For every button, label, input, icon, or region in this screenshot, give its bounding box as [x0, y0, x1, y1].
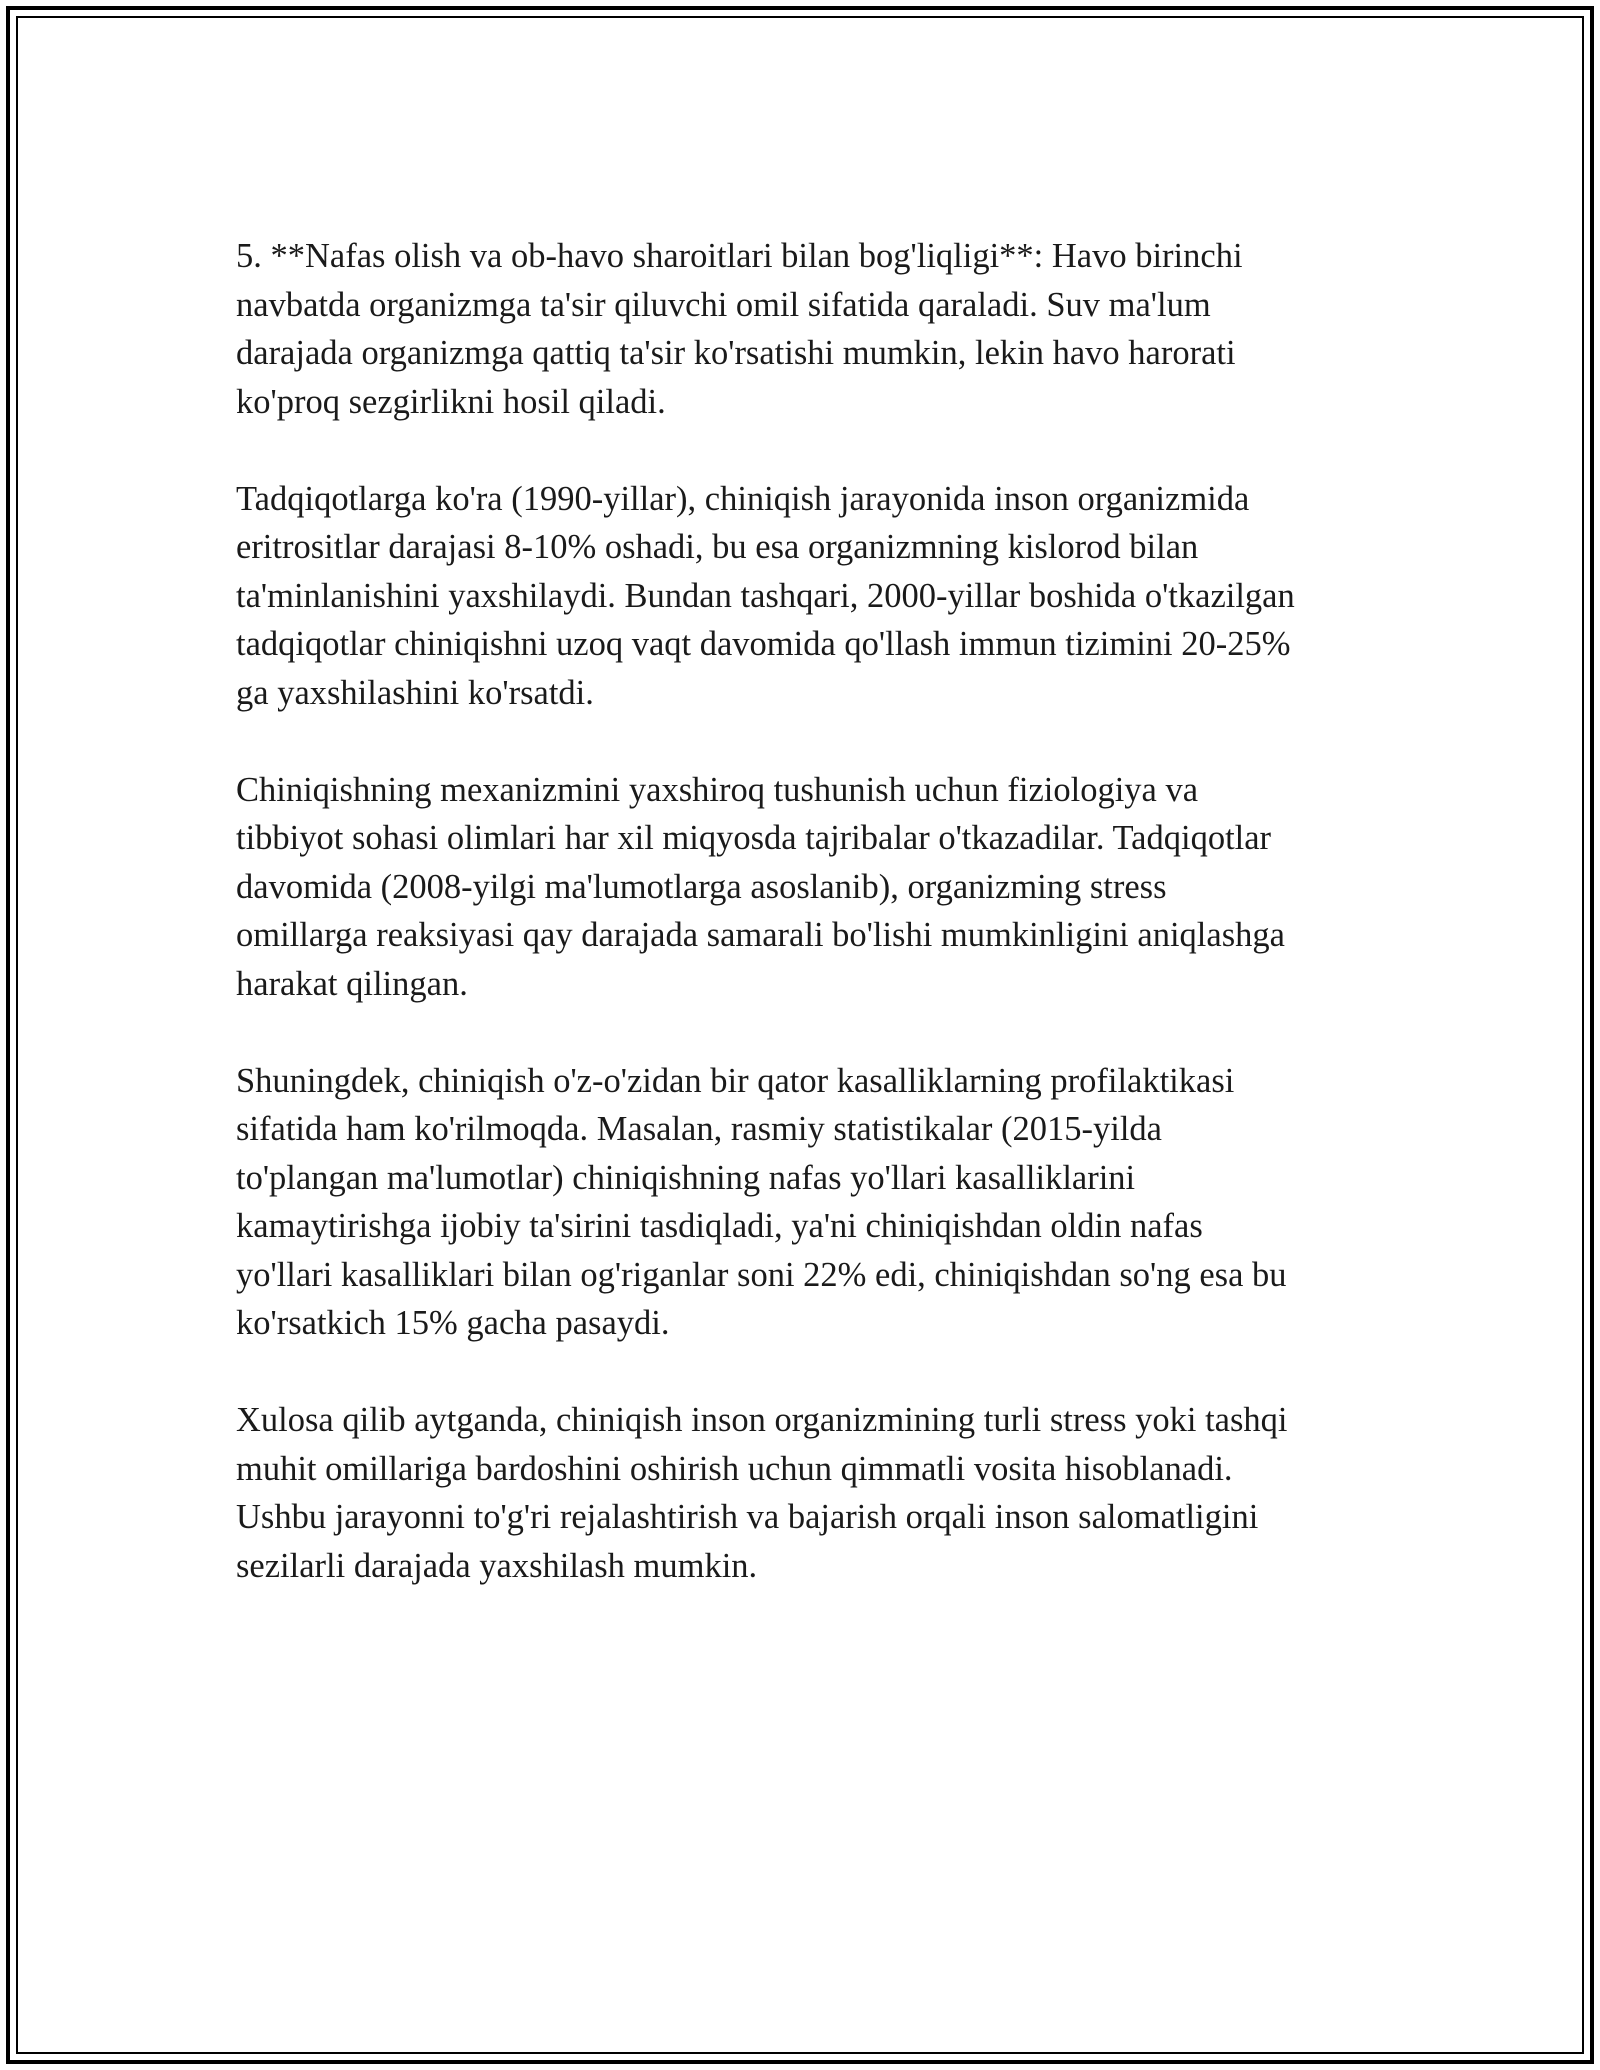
text-line: ko'proq sezgirlikni hosil qiladi.	[236, 382, 666, 421]
text-line: tadqiqotlar chiniqishni uzoq vaqt davomida qo'llash immun tizimini 20-25%	[236, 625, 1291, 663]
text-line: Tadqiqotlarga ko'ra (1990-yillar), chiniqish jarayonida inson organizmida	[236, 479, 1250, 518]
text-line: ko'rsatkich 15% gacha pasaydi.	[236, 1304, 670, 1342]
text-line: Shuningdek, chiniqish o'z-o'zidan bir qator kasalliklarning profilaktikasi	[236, 1061, 1235, 1100]
paragraph-mechanism	[236, 766, 1366, 1009]
text-line: davomida (2008-yilgi ma'lumotlarga asoslanib), organizming stress	[236, 867, 1167, 906]
text-line: harakat qilingan.	[236, 964, 468, 1003]
text-line: eritrositlar darajasi 8-10% oshadi, bu esa organizmning kislorod bilan	[236, 528, 1199, 566]
paragraph-conclusion	[236, 1396, 1366, 1590]
paragraph-research-1990s	[236, 475, 1366, 718]
text-line: omillarga reaksiyasi qay darajada samarali bo'lishi mumkinligini aniqlashga	[236, 916, 1285, 954]
text-line: tibbiyot sohasi olimlari har xil miqyosda tajribalar o'tkazadilar. Tadqiqotlar	[236, 819, 1272, 857]
text-line: Xulosa qilib aytganda, chiniqish inson organizmining turli stress yoki tashqi	[236, 1401, 1288, 1439]
document-body	[236, 232, 1366, 1639]
text-line: sifatida ham ko'rilmoqda. Masalan, rasmiy statistikalar (2015-yilda	[236, 1110, 1162, 1148]
text-line: Ushbu jarayonni to'g'ri rejalashtirish va bajarish orqali inson salomatligini	[236, 1498, 1259, 1536]
text-line: sezilarli darajada yaxshilash mumkin.	[236, 1546, 758, 1585]
text-line: Chiniqishning mexanizmini yaxshiroq tushunish uchun fiziologiya va	[236, 770, 1199, 809]
paragraph-prevention	[236, 1057, 1366, 1348]
text-line: yo'llari kasalliklari bilan og'riganlar soni 22% edi, chiniqishdan so'ng esa bu	[236, 1255, 1287, 1294]
text-line: navbatda organizmga ta'sir qiluvchi omil sifatida qaraladi. Suv ma'lum	[236, 285, 1211, 324]
text-line: kamaytirishga ijobiy ta'sirini tasdiqladi, ya'ni chiniqishdan oldin nafas	[236, 1207, 1203, 1245]
text-line: to'plangan ma'lumotlar) chiniqishning nafas yo'llari kasalliklarini	[236, 1158, 1136, 1197]
text-line: darajada organizmga qattiq ta'sir ko'rsatishi mumkin, lekin havo harorati	[236, 334, 1236, 372]
paragraph-breathing-weather	[236, 232, 1366, 426]
text-line: ta'minlanishini yaxshilaydi. Bundan tashqari, 2000-yillar boshida o'tkazilgan	[236, 576, 1295, 615]
text-line: ga yaxshilashini ko'rsatdi.	[236, 673, 594, 712]
text-line: muhit omillariga bardoshini oshirish uchun qimmatli vosita hisoblanadi.	[236, 1449, 1233, 1488]
text-line: 5. **Nafas olish va ob-havo sharoitlari bilan bog'liqligi**: Havo birinchi	[236, 237, 1243, 275]
